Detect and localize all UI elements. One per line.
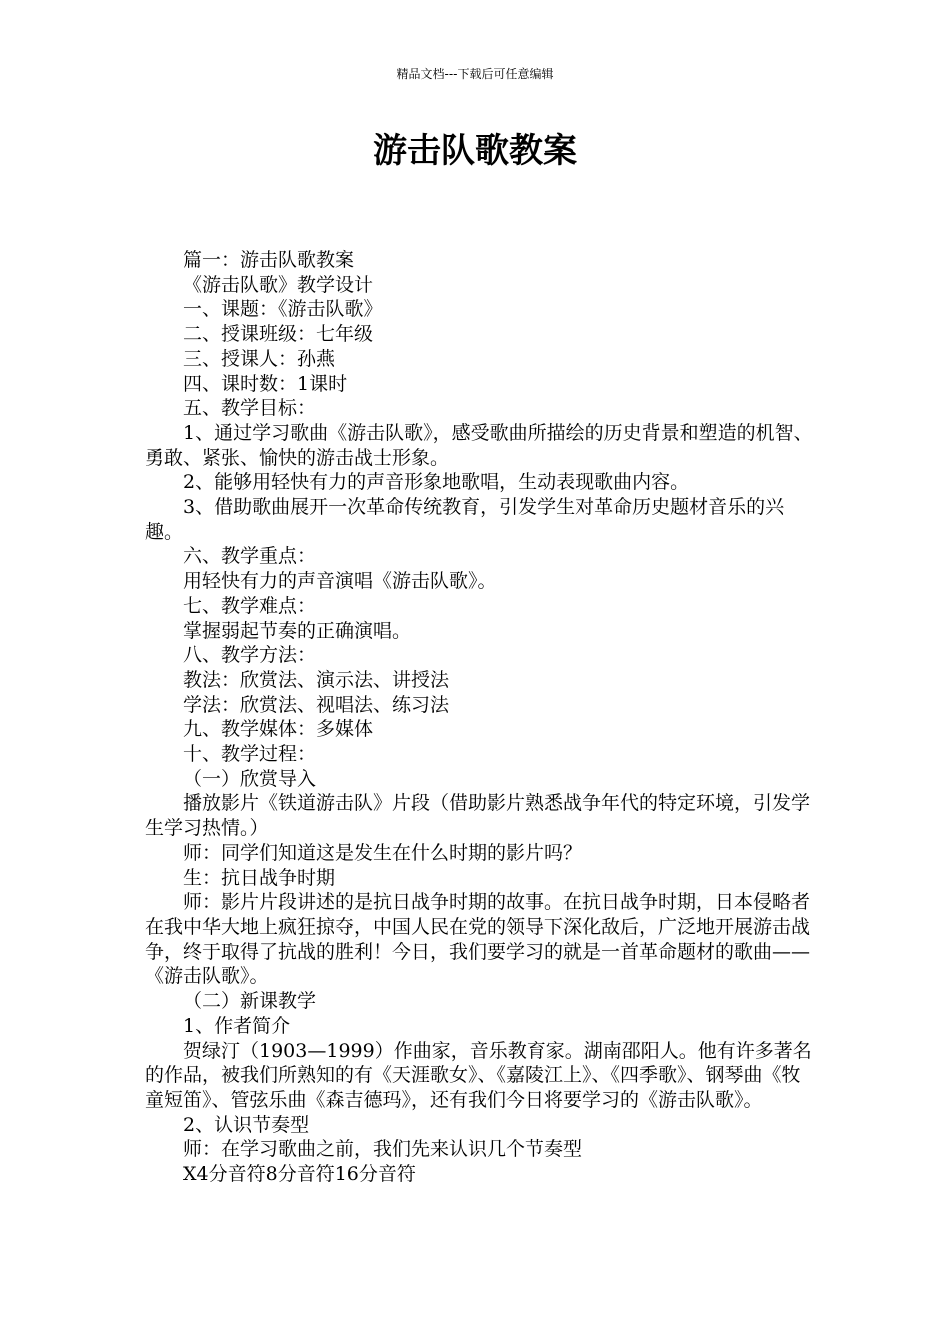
paragraph: 四、课时数：1课时	[183, 372, 348, 395]
paragraph: 2、认识节奏型	[183, 1113, 310, 1136]
paragraph: 二、授课班级：七年级	[183, 323, 374, 346]
paragraph: 九、教学媒体：多媒体	[183, 718, 374, 741]
paragraph: 七、教学难点：	[183, 594, 317, 617]
paragraph: 生：抗日战争时期	[183, 866, 336, 889]
paragraph: 三、授课人：孙燕	[183, 347, 336, 370]
paragraph: 《游击队歌》教学设计	[183, 273, 374, 296]
paragraph: （一）欣赏导入	[183, 767, 317, 790]
paragraph: 八、教学方法：	[183, 644, 317, 667]
paragraph: 学法：欣赏法、视唱法、练习法	[183, 693, 450, 716]
paragraph: 六、教学重点：	[183, 545, 317, 568]
paragraph: X4分音符8分音符16分音符	[183, 1163, 416, 1186]
paragraph: 3、借助歌曲展开一次革命传统教育，引发学生对革命历史题材音乐的兴趣。	[145, 496, 785, 543]
paragraph: 1、作者简介	[183, 1014, 291, 1037]
paragraph: 2、能够用轻快有力的声音形象地歌唱，生动表现歌曲内容。	[183, 471, 690, 494]
paragraph: （二）新课教学	[183, 990, 317, 1013]
header-note: 精品文档---下载后可任意编辑	[396, 67, 554, 81]
document-title: 游击队歌教案	[373, 131, 577, 171]
paragraph: 师：影片片段讲述的是抗日战争时期的故事。在抗日战争时期，日本侵略者在我中华大地上疯狂掠夺，中国人民在党的领导下深化敌后，广泛地开展游击战争，终于取得了抗战的胜利！今日，我们要学习的就是一首革命题材的歌曲——《游击队歌》。	[145, 891, 811, 988]
paragraph: 掌握弱起节奏的正确演唱。	[183, 619, 412, 642]
paragraph: 用轻快有力的声音演唱《游击队歌》。	[183, 570, 497, 593]
paragraph: 教法：欣赏法、演示法、讲授法	[183, 668, 450, 691]
paragraph: 篇一：游击队歌教案	[183, 249, 355, 271]
paragraph: 一、课题：《游击队歌》	[183, 298, 383, 321]
paragraph: 贺绿汀（1903—1999）作曲家，音乐教育家。湖南邵阳人。他有许多著名的作品，被我们所熟知的有《天涯歌女》、《嘉陵江上》、《四季歌》、钢琴曲《牧童短笛》、管弦乐曲《森吉德玛》，还有我们今日将要学习的《游击队歌》。	[145, 1039, 812, 1111]
paragraph: 五、教学目标：	[183, 397, 317, 420]
paragraph: 师：同学们知道这是发生在什么时期的影片吗？	[183, 841, 583, 864]
paragraph: 师：在学习歌曲之前，我们先来认识几个节奏型	[183, 1138, 583, 1161]
paragraph: 播放影片《铁道游击队》片段（借助影片熟悉战争年代的特定环境，引发学生学习热情。）	[145, 792, 811, 840]
document-body	[145, 248, 815, 1187]
paragraph: 1、通过学习歌曲《游击队歌》，感受歌曲所描绘的历史背景和塑造的机智、勇敢、紧张、愉快的游击战士形象。	[145, 421, 813, 469]
paragraph: 十、教学过程：	[183, 743, 317, 766]
